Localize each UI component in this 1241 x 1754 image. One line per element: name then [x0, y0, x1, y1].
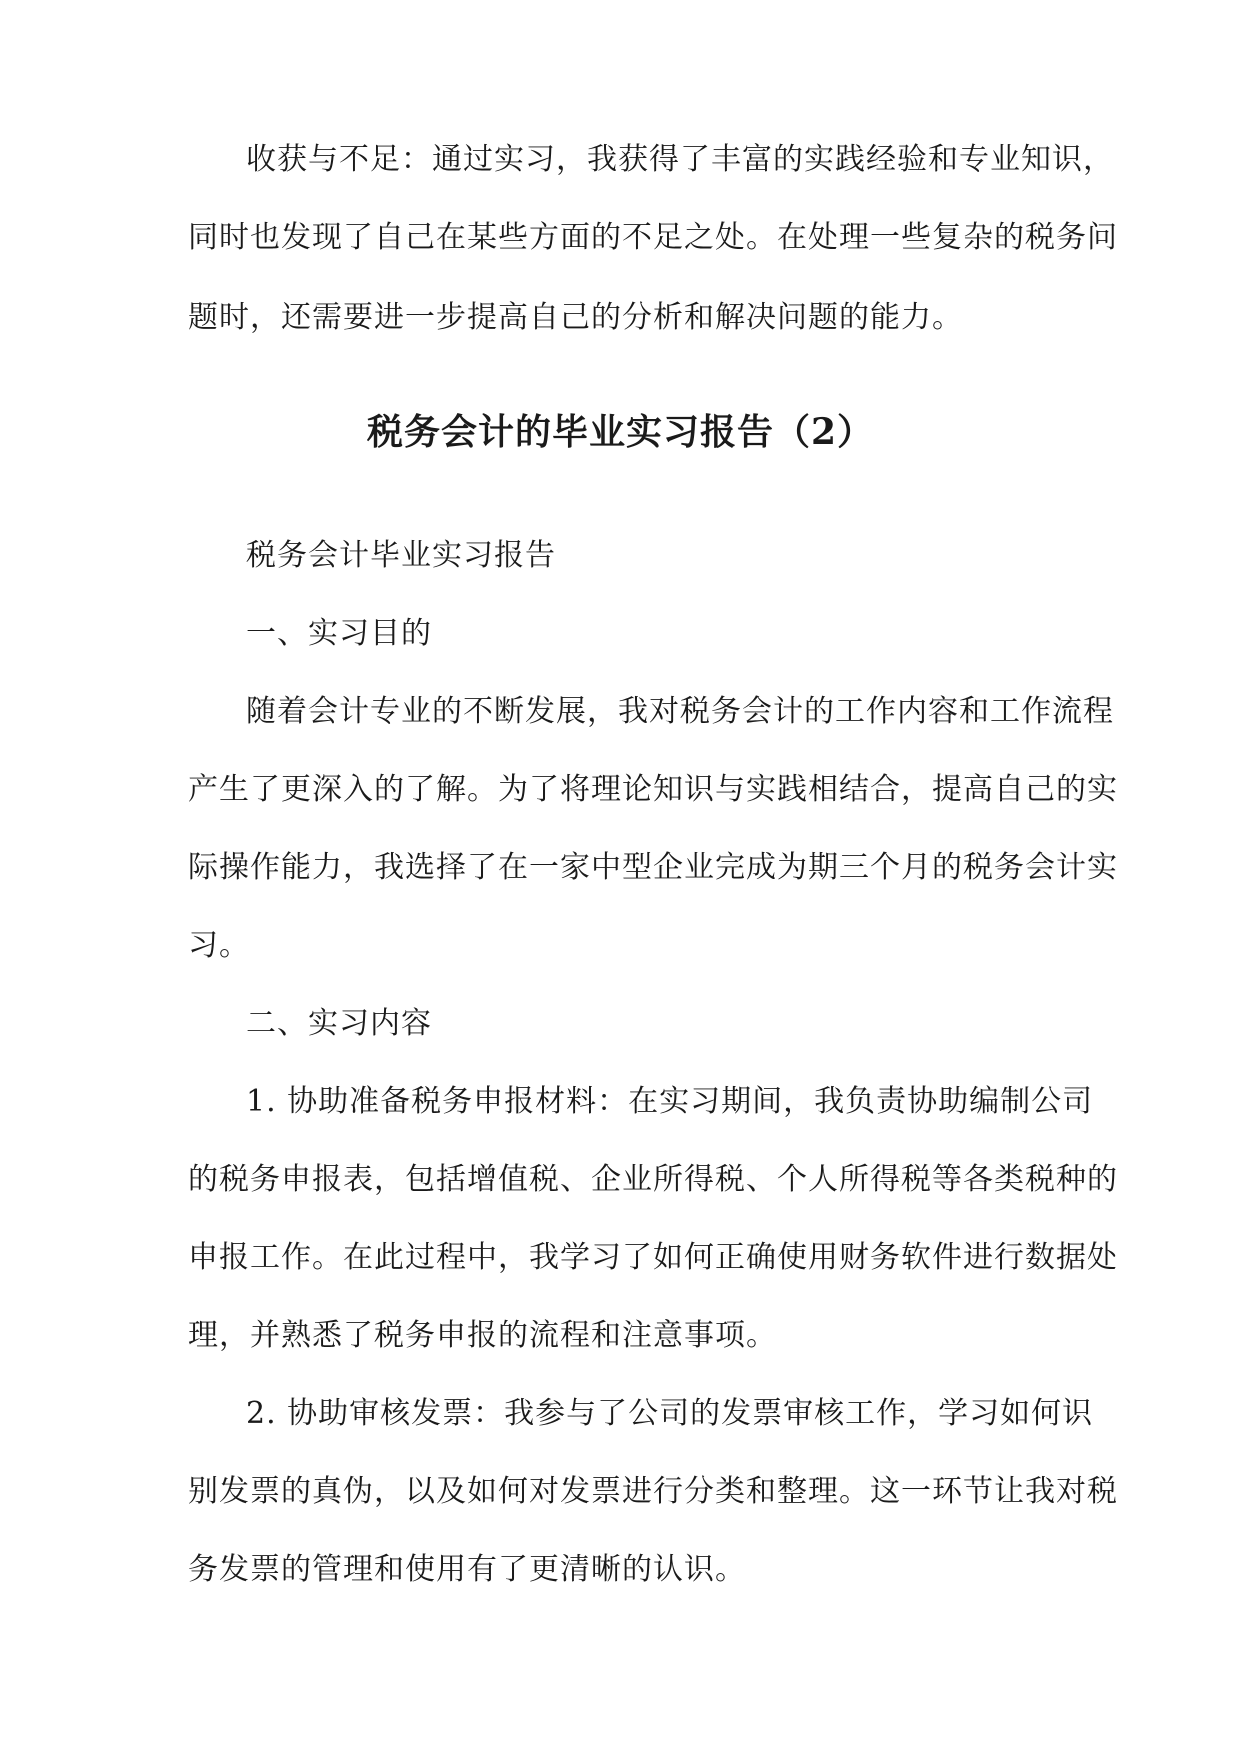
purpose-line-1: 随着会计专业的不断发展，我对税务会计的工作内容和工作流程: [246, 694, 1114, 729]
summary-line-2: 同时也发现了自己在某些方面的不足之处。在处理一些复杂的税务问: [188, 220, 1118, 255]
item1-line-2: 的税务申报表，包括增值税、企业所得税、个人所得税等各类税种的: [188, 1162, 1118, 1197]
heading-purpose: 一、实习目的: [246, 616, 432, 651]
heading-content: 二、实习内容: [246, 1006, 432, 1041]
purpose-line-4: 习。: [188, 928, 250, 963]
item2-line-3: 务发票的管理和使用有了更清晰的认识。: [188, 1552, 746, 1587]
item1-line-4: 理，并熟悉了税务申报的流程和注意事项。: [188, 1318, 777, 1353]
report-subtitle: 税务会计毕业实习报告: [246, 538, 556, 573]
item1-line-1: 1. 协助准备税务申报材料：在实习期间，我负责协助编制公司: [246, 1084, 1094, 1119]
item2-line-1: 2. 协助审核发票：我参与了公司的发票审核工作，学习如何识: [246, 1396, 1094, 1431]
purpose-line-2: 产生了更深入的了解。为了将理论知识与实践相结合，提高自己的实: [188, 772, 1118, 807]
purpose-line-3: 际操作能力，我选择了在一家中型企业完成为期三个月的税务会计实: [188, 850, 1118, 885]
summary-line-1: 收获与不足：通过实习，我获得了丰富的实践经验和专业知识，: [246, 142, 1114, 177]
item2-line-2: 别发票的真伪，以及如何对发票进行分类和整理。这一环节让我对税: [188, 1474, 1118, 1509]
item1-line-3: 申报工作。在此过程中，我学习了如何正确使用财务软件进行数据处: [188, 1240, 1118, 1275]
section-title: 税务会计的毕业实习报告（2）: [366, 411, 875, 453]
summary-line-3: 题时，还需要进一步提高自己的分析和解决问题的能力。: [188, 300, 963, 335]
